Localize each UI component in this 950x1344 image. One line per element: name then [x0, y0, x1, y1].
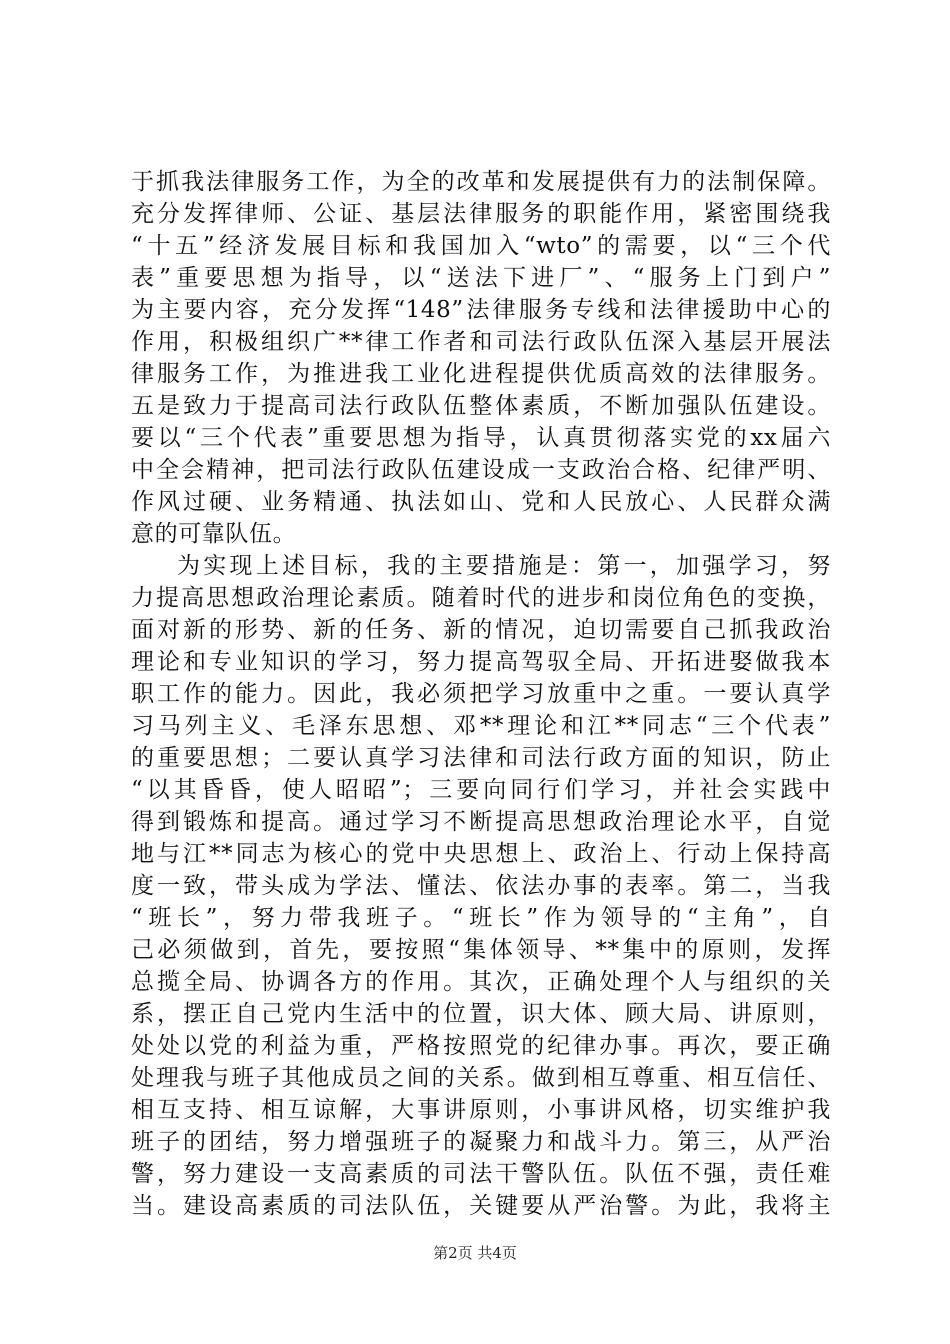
- text-line: 为主要内容，充分发挥“148”法律服务专线和法律援助中心的: [131, 297, 831, 323]
- page-number-footer: 第2页 共4页: [433, 1244, 517, 1262]
- text-line: 充分发挥律师、公证、基层法律服务的职能作用，紧密围绕我: [131, 201, 831, 227]
- text-line: 地与江**同志为核心的党中央思想上、政治上、行动上保持高: [131, 841, 831, 867]
- document-body: [131, 166, 831, 1222]
- text-line: 要以“三个代表”重要思想为指导，认真贯彻落实党的xx届六: [131, 425, 831, 451]
- text-line: 作风过硬、业务精通、执法如山、党和人民放心、人民群众满: [131, 489, 831, 515]
- text-line: 面对新的形势、新的任务、新的情况，迫切需要自己抓我政治: [131, 617, 831, 643]
- text-line: 力提高思想政治理论素质。随着时代的进步和岗位角色的变换，: [131, 585, 831, 611]
- text-line: 理论和专业知识的学习，努力提高驾驭全局、开拓进娶做我本: [131, 649, 831, 675]
- text-line: 律服务工作，为推进我工业化进程提供优质高效的法律服务。: [131, 361, 831, 387]
- text-line: 警，努力建设一支高素质的司法干警队伍。队伍不强，责任难: [131, 1161, 831, 1187]
- text-line: 总揽全局、协调各方的作用。其次，正确处理个人与组织的关: [131, 969, 831, 995]
- text-line: 职工作的能力。因此，我必须把学习放重中之重。一要认真学: [131, 681, 831, 707]
- text-line: 意的可靠队伍。: [131, 521, 297, 547]
- text-line: 班子的团结，努力增强班子的凝聚力和战斗力。第三，从严治: [131, 1129, 831, 1155]
- text-line: 度一致，带头成为学法、懂法、依法办事的表率。第二，当我: [131, 873, 831, 899]
- text-line: 处处以党的利益为重，严格按照党的纪律办事。再次，要正确: [131, 1033, 831, 1059]
- text-line: 当。建设高素质的司法队伍，关键要从严治警。为此，我将主: [131, 1193, 831, 1219]
- text-line: 系，摆正自己党内生活中的位置，识大体、顾大局、讲原则，: [131, 1001, 831, 1027]
- text-line: 中全会精神，把司法行政队伍建设成一支政治合格、纪律严明、: [131, 457, 831, 483]
- text-line: 处理我与班子其他成员之间的关系。做到相互尊重、相互信任、: [131, 1065, 831, 1091]
- text-line: 相互支持、相互谅解，大事讲原则，小事讲风格，切实维护我: [131, 1097, 831, 1123]
- text-line: 的重要思想；二要认真学习法律和司法行政方面的知识，防止: [131, 745, 831, 771]
- text-line: 五是致力于提高司法行政队伍整体素质，不断加强队伍建设。: [131, 393, 831, 419]
- text-line: 作用，积极组织广**律工作者和司法行政队伍深入基层开展法: [131, 329, 831, 355]
- text-line: “以其昏昏，使人昭昭”；三要向同行们学习，并社会实践中: [131, 777, 831, 803]
- text-line: 表”重要思想为指导，以“送法下进厂”、“服务上门到户”: [131, 265, 831, 291]
- text-line: 习马列主义、毛泽东思想、邓**理论和江**同志“三个代表”: [131, 713, 831, 739]
- text-line: 为实现上述目标，我的主要措施是：第一，加强学习，努: [177, 553, 831, 579]
- text-line: 己必须做到，首先，要按照“集体领导、**集中的原则，发挥: [131, 937, 831, 963]
- text-line: “班长”，努力带我班子。“班长”作为领导的“主角”，自: [131, 905, 831, 931]
- text-line: 得到锻炼和提高。通过学习不断提高思想政治理论水平，自觉: [131, 809, 831, 835]
- text-line: “十五”经济发展目标和我国加入“wto”的需要，以“三个代: [131, 233, 831, 259]
- text-line: 于抓我法律服务工作，为全的改革和发展提供有力的法制保障。: [131, 169, 831, 195]
